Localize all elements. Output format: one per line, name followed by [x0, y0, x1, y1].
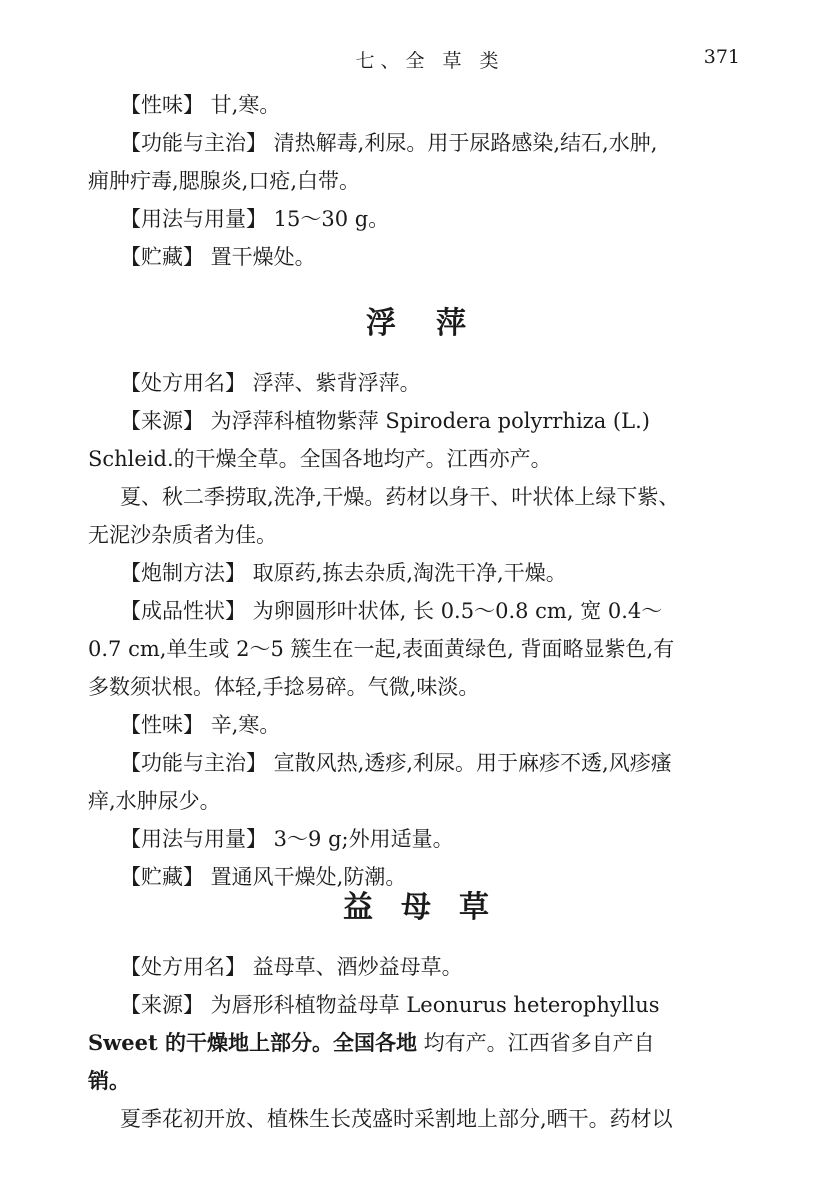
yongfa-line: 【用法与用量】 15～30 g。 — [120, 207, 390, 231]
xingwei-line: 【性味】 甘,寒。 — [120, 93, 281, 117]
fuping-caiji-1: 夏、秋二季捞取,洗净,干燥。药材以身干、叶状体上绿下紫、 — [120, 485, 680, 509]
fuping-gongneng-1: 【功能与主治】 宣散风热,透疹,利尿。用于麻疹不透,风疹瘙 — [120, 751, 672, 775]
yimucao-laiyuan-2 — [88, 1024, 742, 1062]
yimucao-laiyuan-3: 销。 — [88, 1068, 130, 1093]
yimucao-laiyuan-1: 【来源】 为唇形科植物益母草 Leonurus heterophyllus — [120, 993, 660, 1017]
section-heading-fuping: 浮萍 — [366, 306, 506, 341]
yimucao-laiyuan-2-rest: 均有产。江西省多自产自 — [416, 1031, 655, 1055]
fuping-yongfa: 【用法与用量】 3～9 g;外用适量。 — [120, 827, 454, 851]
yimucao-caiji-1: 夏季花初开放、植株生长茂盛时采割地上部分,晒干。药材以 — [120, 1107, 673, 1131]
fuping-chufang: 【处方用名】 浮萍、紫背浮萍。 — [120, 371, 421, 395]
fuping-gongneng-2: 痒,水肿尿少。 — [88, 789, 221, 813]
page-number: 371 — [703, 46, 740, 68]
fuping-zhucang: 【贮藏】 置通风干燥处,防潮。 — [120, 865, 407, 889]
gongneng-line-1: 【功能与主治】 清热解毒,利尿。用于尿路感染,结石,水肿, — [120, 131, 658, 155]
section-heading-yimucao: 益母草 — [343, 890, 517, 925]
fuping-paozhi: 【炮制方法】 取原药,拣去杂质,淘洗干净,干燥。 — [120, 561, 567, 585]
zhucang-line: 【贮藏】 置干燥处。 — [120, 245, 316, 269]
fuping-xingzhuang-1: 【成品性状】 为卵圆形叶状体, 长 0.5～0.8 cm, 宽 0.4～ — [120, 599, 663, 623]
fuping-xingzhuang-3: 多数须状根。体轻,手捻易碎。气微,味淡。 — [88, 675, 480, 699]
yimucao-chufang: 【处方用名】 益母草、酒炒益母草。 — [120, 955, 463, 979]
fuping-laiyuan-2: Schleid.的干燥全草。全国各地均产。江西亦产。 — [88, 447, 552, 471]
running-head: 七、全 草 类 — [355, 50, 505, 72]
fuping-laiyuan-1: 【来源】 为浮萍科植物紫萍 Spirodera polyrrhiza (L.) — [120, 409, 650, 433]
fuping-xingwei: 【性味】 辛,寒。 — [120, 713, 281, 737]
gongneng-line-2: 痈肿疔毒,腮腺炎,口疮,白带。 — [88, 169, 361, 193]
yimucao-laiyuan-2-bold: Sweet 的干燥地上部分。全国各地 — [88, 1030, 417, 1055]
fuping-caiji-2: 无泥沙杂质者为佳。 — [88, 523, 277, 547]
page-header — [0, 44, 832, 74]
fuping-xingzhuang-2: 0.7 cm,单生或 2～5 簇生在一起,表面黄绿色, 背面略显紫色,有 — [88, 637, 675, 661]
